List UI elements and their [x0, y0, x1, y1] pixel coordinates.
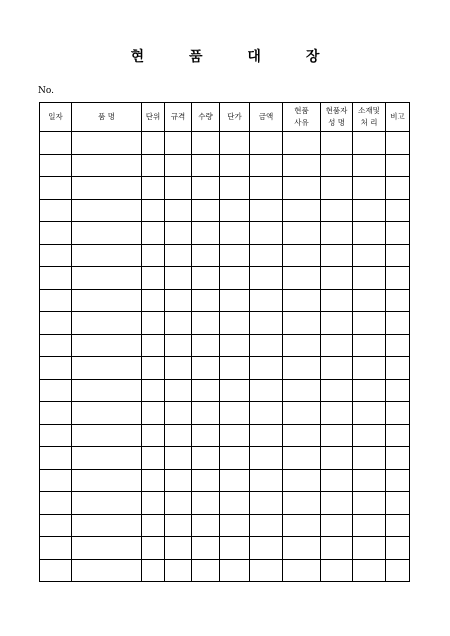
table-cell-remarks[interactable] [386, 514, 410, 537]
column-header-unit-price: 단가 [220, 103, 250, 132]
table-row [40, 312, 410, 335]
table-cell-date[interactable] [40, 402, 72, 425]
table-cell-quantity[interactable] [192, 379, 220, 402]
table-cell-reason[interactable] [283, 514, 321, 537]
table-cell-unit-price[interactable] [220, 289, 250, 312]
table-cell-date[interactable] [40, 559, 72, 582]
table-cell-remarks[interactable] [386, 289, 410, 312]
table-cell-reason[interactable] [283, 537, 321, 560]
table-cell-spec[interactable] [165, 492, 192, 515]
table-cell-date[interactable] [40, 312, 72, 335]
table-cell-spec[interactable] [165, 469, 192, 492]
table-cell-disposal[interactable] [353, 222, 386, 245]
document-number-label: No. [38, 86, 54, 96]
table-cell-disposal[interactable] [353, 379, 386, 402]
table-cell-quantity[interactable] [192, 312, 220, 335]
table-cell-date[interactable] [40, 492, 72, 515]
table-row [40, 244, 410, 267]
table-cell-unit[interactable] [142, 132, 165, 155]
table-cell-disposal[interactable] [353, 559, 386, 582]
table-cell-unit-price[interactable] [220, 199, 250, 222]
table-cell-holder-name[interactable] [321, 537, 353, 560]
table-cell-unit-price[interactable] [220, 424, 250, 447]
table-cell-holder-name[interactable] [321, 424, 353, 447]
table-cell-unit[interactable] [142, 492, 165, 515]
table-cell-amount[interactable] [250, 402, 283, 425]
table-cell-spec[interactable] [165, 559, 192, 582]
table-cell-item-name[interactable] [72, 402, 142, 425]
table-cell-amount[interactable] [250, 244, 283, 267]
table-cell-reason[interactable] [283, 244, 321, 267]
table-cell-item-name[interactable] [72, 154, 142, 177]
table-cell-disposal[interactable] [353, 267, 386, 290]
table-cell-reason[interactable] [283, 154, 321, 177]
table-cell-unit-price[interactable] [220, 222, 250, 245]
table-cell-remarks[interactable] [386, 402, 410, 425]
table-cell-date[interactable] [40, 289, 72, 312]
table-cell-remarks[interactable] [386, 132, 410, 155]
table-cell-disposal[interactable] [353, 312, 386, 335]
table-row [40, 402, 410, 425]
table-cell-quantity[interactable] [192, 492, 220, 515]
table-cell-unit-price[interactable] [220, 267, 250, 290]
table-row [40, 447, 410, 470]
table-cell-quantity[interactable] [192, 447, 220, 470]
table-cell-item-name[interactable] [72, 177, 142, 200]
column-header-date: 일자 [40, 103, 72, 132]
table-cell-spec[interactable] [165, 312, 192, 335]
table-cell-holder-name[interactable] [321, 559, 353, 582]
table-cell-reason[interactable] [283, 492, 321, 515]
table-cell-remarks[interactable] [386, 267, 410, 290]
table-cell-unit-price[interactable] [220, 469, 250, 492]
table-cell-quantity[interactable] [192, 154, 220, 177]
table-cell-holder-name[interactable] [321, 379, 353, 402]
table-cell-unit[interactable] [142, 447, 165, 470]
table-row [40, 199, 410, 222]
table-cell-remarks[interactable] [386, 537, 410, 560]
table-cell-holder-name[interactable] [321, 402, 353, 425]
table-cell-amount[interactable] [250, 267, 283, 290]
table-cell-unit[interactable] [142, 177, 165, 200]
table-cell-quantity[interactable] [192, 469, 220, 492]
table-cell-disposal[interactable] [353, 514, 386, 537]
table-cell-item-name[interactable] [72, 537, 142, 560]
table-cell-unit-price[interactable] [220, 402, 250, 425]
table-cell-amount[interactable] [250, 379, 283, 402]
table-cell-spec[interactable] [165, 222, 192, 245]
table-cell-unit-price[interactable] [220, 357, 250, 380]
table-cell-holder-name[interactable] [321, 267, 353, 290]
table-row [40, 492, 410, 515]
column-header-disposal: 소재및 처 리 [353, 103, 386, 132]
table-cell-disposal[interactable] [353, 289, 386, 312]
table-cell-item-name[interactable] [72, 424, 142, 447]
table-cell-disposal[interactable] [353, 154, 386, 177]
table-cell-unit[interactable] [142, 537, 165, 560]
table-cell-unit[interactable] [142, 469, 165, 492]
table-row [40, 289, 410, 312]
table-cell-holder-name[interactable] [321, 177, 353, 200]
table-cell-amount[interactable] [250, 199, 283, 222]
table-cell-amount[interactable] [250, 289, 283, 312]
table-cell-unit-price[interactable] [220, 559, 250, 582]
table-cell-item-name[interactable] [72, 379, 142, 402]
table-cell-date[interactable] [40, 537, 72, 560]
table-cell-unit[interactable] [142, 312, 165, 335]
table-cell-item-name[interactable] [72, 289, 142, 312]
table-cell-reason[interactable] [283, 199, 321, 222]
table-cell-quantity[interactable] [192, 334, 220, 357]
table-cell-holder-name[interactable] [321, 492, 353, 515]
table-cell-spec[interactable] [165, 289, 192, 312]
table-cell-unit-price[interactable] [220, 379, 250, 402]
table-cell-item-name[interactable] [72, 469, 142, 492]
table-cell-spec[interactable] [165, 402, 192, 425]
table-cell-amount[interactable] [250, 222, 283, 245]
table-cell-remarks[interactable] [386, 357, 410, 380]
table-cell-item-name[interactable] [72, 267, 142, 290]
table-body [40, 132, 410, 582]
table-cell-remarks[interactable] [386, 469, 410, 492]
table-cell-unit[interactable] [142, 222, 165, 245]
table-cell-unit[interactable] [142, 154, 165, 177]
table-row [40, 357, 410, 380]
table-cell-reason[interactable] [283, 289, 321, 312]
table-cell-remarks[interactable] [386, 334, 410, 357]
table-cell-disposal[interactable] [353, 447, 386, 470]
table-cell-amount[interactable] [250, 334, 283, 357]
table-cell-holder-name[interactable] [321, 514, 353, 537]
table-cell-disposal[interactable] [353, 244, 386, 267]
table-cell-unit[interactable] [142, 402, 165, 425]
table-cell-date[interactable] [40, 469, 72, 492]
table-cell-holder-name[interactable] [321, 357, 353, 380]
table-cell-amount[interactable] [250, 132, 283, 155]
table-row [40, 469, 410, 492]
table-cell-remarks[interactable] [386, 312, 410, 335]
column-header-spec: 규격 [165, 103, 192, 132]
table-cell-reason[interactable] [283, 177, 321, 200]
column-header-remarks: 비고 [386, 103, 410, 132]
table-cell-reason[interactable] [283, 222, 321, 245]
table-cell-amount[interactable] [250, 514, 283, 537]
table-row [40, 267, 410, 290]
table-cell-remarks[interactable] [386, 492, 410, 515]
table-cell-amount[interactable] [250, 559, 283, 582]
table-cell-item-name[interactable] [72, 244, 142, 267]
table-cell-date[interactable] [40, 379, 72, 402]
table-cell-unit[interactable] [142, 289, 165, 312]
table-cell-amount[interactable] [250, 312, 283, 335]
table-cell-disposal[interactable] [353, 177, 386, 200]
table-cell-spec[interactable] [165, 514, 192, 537]
table-cell-reason[interactable] [283, 559, 321, 582]
table-cell-unit[interactable] [142, 514, 165, 537]
table-cell-date[interactable] [40, 514, 72, 537]
table-cell-disposal[interactable] [353, 199, 386, 222]
table-cell-holder-name[interactable] [321, 312, 353, 335]
table-cell-disposal[interactable] [353, 402, 386, 425]
table-cell-unit[interactable] [142, 199, 165, 222]
table-cell-unit[interactable] [142, 267, 165, 290]
table-cell-reason[interactable] [283, 424, 321, 447]
table-row [40, 132, 410, 155]
column-header-unit: 단위 [142, 103, 165, 132]
table-cell-item-name[interactable] [72, 222, 142, 245]
table-cell-date[interactable] [40, 222, 72, 245]
table-cell-remarks[interactable] [386, 379, 410, 402]
table-row [40, 379, 410, 402]
table-cell-amount[interactable] [250, 447, 283, 470]
table-cell-quantity[interactable] [192, 244, 220, 267]
table-row [40, 537, 410, 560]
table-header-row [40, 103, 410, 132]
table-cell-amount[interactable] [250, 469, 283, 492]
table-cell-holder-name[interactable] [321, 199, 353, 222]
table-cell-amount[interactable] [250, 424, 283, 447]
table-cell-remarks[interactable] [386, 244, 410, 267]
table-cell-spec[interactable] [165, 379, 192, 402]
column-header-holder-name: 현품자 성 명 [321, 103, 353, 132]
table-cell-unit-price[interactable] [220, 244, 250, 267]
table-cell-spec[interactable] [165, 267, 192, 290]
table-cell-date[interactable] [40, 447, 72, 470]
table-cell-holder-name[interactable] [321, 447, 353, 470]
table-cell-item-name[interactable] [72, 492, 142, 515]
inventory-ledger-table [39, 102, 410, 582]
table-cell-disposal[interactable] [353, 492, 386, 515]
table-cell-unit[interactable] [142, 357, 165, 380]
page-title: 현 품 대 장 [130, 49, 340, 65]
table-cell-unit[interactable] [142, 559, 165, 582]
table-cell-unit-price[interactable] [220, 312, 250, 335]
table-cell-spec[interactable] [165, 357, 192, 380]
table-cell-date[interactable] [40, 334, 72, 357]
table-cell-date[interactable] [40, 199, 72, 222]
table-cell-date[interactable] [40, 177, 72, 200]
table-cell-amount[interactable] [250, 154, 283, 177]
table-row [40, 334, 410, 357]
table-cell-reason[interactable] [283, 357, 321, 380]
table-cell-item-name[interactable] [72, 447, 142, 470]
table-cell-unit[interactable] [142, 244, 165, 267]
table-cell-unit-price[interactable] [220, 334, 250, 357]
table-cell-disposal[interactable] [353, 537, 386, 560]
table-cell-date[interactable] [40, 267, 72, 290]
table-cell-disposal[interactable] [353, 424, 386, 447]
table-cell-date[interactable] [40, 244, 72, 267]
table-cell-unit-price[interactable] [220, 132, 250, 155]
table-cell-disposal[interactable] [353, 469, 386, 492]
table-cell-item-name[interactable] [72, 199, 142, 222]
table-cell-reason[interactable] [283, 312, 321, 335]
table-cell-spec[interactable] [165, 244, 192, 267]
table-cell-reason[interactable] [283, 334, 321, 357]
table-cell-disposal[interactable] [353, 334, 386, 357]
table-cell-quantity[interactable] [192, 424, 220, 447]
table-cell-date[interactable] [40, 424, 72, 447]
table-cell-spec[interactable] [165, 537, 192, 560]
table-cell-unit-price[interactable] [220, 177, 250, 200]
table-cell-holder-name[interactable] [321, 132, 353, 155]
table-cell-amount[interactable] [250, 537, 283, 560]
table-cell-amount[interactable] [250, 357, 283, 380]
table-cell-amount[interactable] [250, 492, 283, 515]
table-cell-remarks[interactable] [386, 424, 410, 447]
table-cell-unit-price[interactable] [220, 514, 250, 537]
table-cell-unit-price[interactable] [220, 154, 250, 177]
table-cell-quantity[interactable] [192, 267, 220, 290]
table-row [40, 154, 410, 177]
table-cell-item-name[interactable] [72, 559, 142, 582]
table-cell-quantity[interactable] [192, 132, 220, 155]
table-cell-spec[interactable] [165, 154, 192, 177]
column-header-quantity: 수량 [192, 103, 220, 132]
table-cell-unit-price[interactable] [220, 492, 250, 515]
table-cell-disposal[interactable] [353, 357, 386, 380]
table-cell-reason[interactable] [283, 447, 321, 470]
column-header-reason: 현품 사유 [283, 103, 321, 132]
table-row [40, 177, 410, 200]
column-header-item-name: 품 명 [72, 103, 142, 132]
table-row [40, 424, 410, 447]
table-cell-unit[interactable] [142, 379, 165, 402]
table-cell-quantity[interactable] [192, 559, 220, 582]
table-cell-quantity[interactable] [192, 514, 220, 537]
table-cell-quantity[interactable] [192, 537, 220, 560]
table-cell-spec[interactable] [165, 199, 192, 222]
table-row [40, 514, 410, 537]
table-cell-unit-price[interactable] [220, 537, 250, 560]
table-cell-item-name[interactable] [72, 132, 142, 155]
table-cell-remarks[interactable] [386, 199, 410, 222]
table-cell-quantity[interactable] [192, 177, 220, 200]
table-cell-remarks[interactable] [386, 222, 410, 245]
table-cell-amount[interactable] [250, 177, 283, 200]
table-cell-holder-name[interactable] [321, 469, 353, 492]
table-cell-item-name[interactable] [72, 312, 142, 335]
table-cell-spec[interactable] [165, 447, 192, 470]
table-cell-remarks[interactable] [386, 154, 410, 177]
table-cell-quantity[interactable] [192, 222, 220, 245]
table-cell-holder-name[interactable] [321, 289, 353, 312]
table-cell-remarks[interactable] [386, 447, 410, 470]
table-cell-reason[interactable] [283, 469, 321, 492]
table-cell-disposal[interactable] [353, 132, 386, 155]
table-cell-date[interactable] [40, 132, 72, 155]
column-header-amount: 금액 [250, 103, 283, 132]
table-cell-unit[interactable] [142, 424, 165, 447]
table-cell-remarks[interactable] [386, 559, 410, 582]
table-cell-spec[interactable] [165, 177, 192, 200]
table-cell-date[interactable] [40, 154, 72, 177]
table-cell-spec[interactable] [165, 132, 192, 155]
table-cell-remarks[interactable] [386, 177, 410, 200]
table-row [40, 559, 410, 582]
table-cell-holder-name[interactable] [321, 222, 353, 245]
table-cell-item-name[interactable] [72, 514, 142, 537]
table-cell-spec[interactable] [165, 424, 192, 447]
table-cell-quantity[interactable] [192, 357, 220, 380]
table-cell-item-name[interactable] [72, 357, 142, 380]
table-cell-holder-name[interactable] [321, 334, 353, 357]
table-cell-unit[interactable] [142, 334, 165, 357]
table-cell-spec[interactable] [165, 334, 192, 357]
table-cell-holder-name[interactable] [321, 154, 353, 177]
table-row [40, 222, 410, 245]
table-cell-reason[interactable] [283, 132, 321, 155]
table-cell-quantity[interactable] [192, 402, 220, 425]
table-cell-reason[interactable] [283, 267, 321, 290]
table-cell-unit-price[interactable] [220, 447, 250, 470]
table-cell-reason[interactable] [283, 379, 321, 402]
table-cell-item-name[interactable] [72, 334, 142, 357]
table-cell-quantity[interactable] [192, 199, 220, 222]
table-cell-holder-name[interactable] [321, 244, 353, 267]
table-cell-quantity[interactable] [192, 289, 220, 312]
table-cell-date[interactable] [40, 357, 72, 380]
table-cell-reason[interactable] [283, 402, 321, 425]
